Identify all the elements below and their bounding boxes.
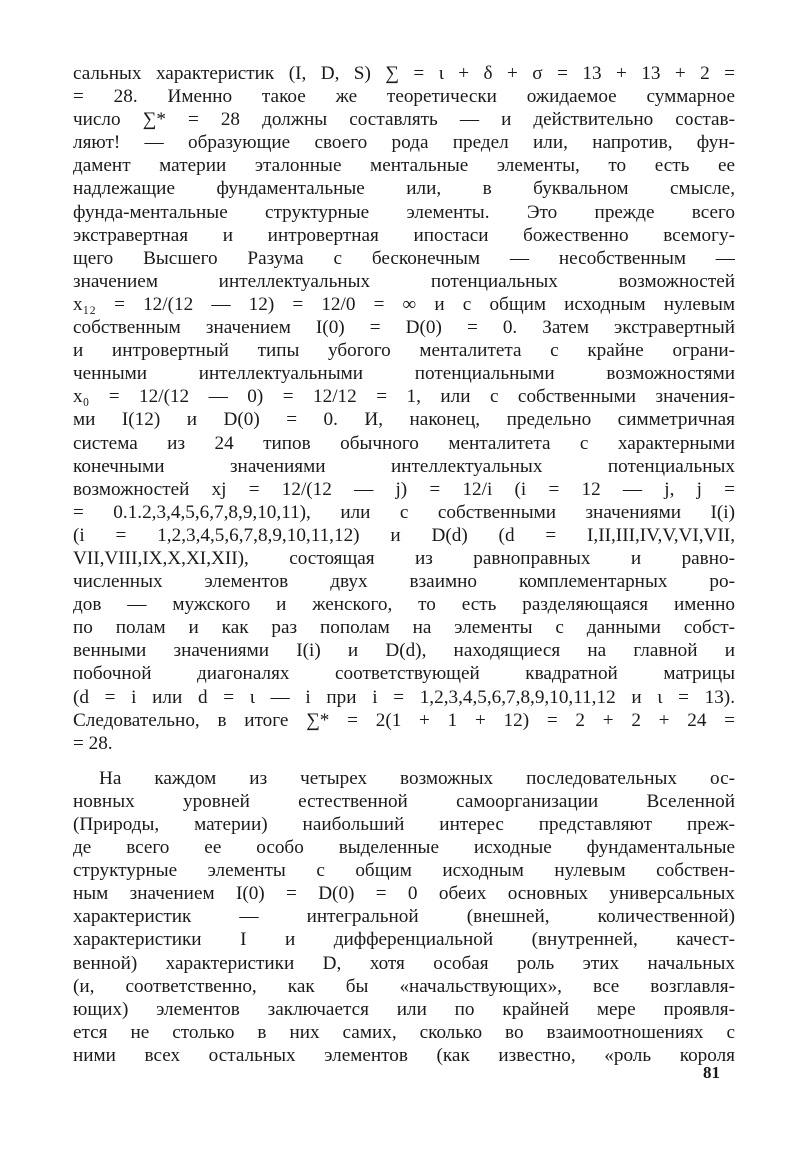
text-line: венной) характеристики D, хотя особая роль этих начальных — [73, 952, 735, 974]
text-line: ется не столько в них самих, сколько во взаимоотношениях с — [73, 1021, 735, 1043]
text-line: (d = i или d = ι — i при i = 1,2,3,4,5,6,7,8,9,10,11,12 и ι = 13). — [73, 686, 735, 708]
text-line: число ∑* = 28 должны составлять — и действительно состав- — [73, 109, 735, 131]
text-line: по полам и как раз пополам на элементы с данными собст- — [73, 617, 735, 639]
paragraph-gap — [73, 755, 735, 767]
text-line: ляют! — образующие своего рода предел или, напротив, фун- — [73, 132, 735, 154]
page-number: 81 — [703, 1063, 720, 1082]
text-line: система из 24 типов обычного менталитета с характерными — [73, 432, 735, 454]
text-line: (i = 1,2,3,4,5,6,7,8,9,10,11,12) и D(d) (d = I,II,III,IV,V,VI,VII, — [73, 524, 735, 546]
text-line: x₀ = 12/(12 — 0) = 12/12 = 1, или с собственными значения- — [73, 386, 735, 408]
text-line: численных элементов двух взаимно комплементарных ро- — [73, 571, 735, 593]
text-line: де всего ее особо выделенные исходные фундаментальные — [73, 837, 735, 859]
text-line: новных уровней естественной самоорганизации Вселенной — [73, 790, 735, 812]
text-line: сальных характеристик (I, D, S) ∑ = ι + δ + σ = 13 + 13 + 2 = — [73, 63, 735, 84]
text-line: (Природы, материи) наибольший интерес представляют преж- — [73, 814, 735, 835]
text-line: = 28. Именно такое же теоретически ожидаемое суммарное — [73, 86, 735, 108]
text-line: ними всех остальных элементов (как известно, «роль короля — [73, 1044, 735, 1066]
paragraph-2 — [73, 767, 735, 1067]
text-line: = 28. — [73, 732, 113, 754]
text-line: ченными интеллектуальными потенциальными возможностями — [73, 363, 735, 385]
text-line: надлежащие фундаментальные или, в буквальном смысле, — [73, 178, 735, 200]
text-line: собственным значением I(0) = D(0) = 0. Затем экстравертный — [73, 317, 735, 339]
text-line: характеристики I и дифференциальной (внутренней, качест- — [73, 929, 735, 951]
text-line: щего Высшего Разума с бесконечным — несобственным — — [73, 247, 735, 269]
text-line: дов — мужского и женского, то есть разделяющаяся именно — [73, 594, 735, 616]
text-line: возможностей xj = 12/(12 — j) = 12/i (i = 12 — j, j = — [73, 478, 735, 500]
text-line: экстравертная и интровертная ипостаси божественно всемогу- — [73, 224, 735, 246]
text-line: дамент материи эталонные ментальные элементы, то есть ее — [73, 155, 735, 177]
text-line: конечными значениями интеллектуальных потенциальных — [73, 455, 735, 477]
text-line: VII,VIII,IX,X,XI,XII), состоящая из равноправных и равно- — [73, 547, 735, 569]
text-line: венными значениями I(i) и D(d), находящиеся на главной и — [73, 640, 735, 662]
text-line: структурные элементы с общим исходным нулевым собствен- — [73, 860, 735, 882]
text-line: значением интеллектуальных потенциальных возможностей — [73, 270, 735, 292]
text-line: фунда-ментальные структурные элементы. Это прежде всего — [73, 201, 735, 223]
text-line: = 0.1.2,3,4,5,6,7,8,9,10,11), или с собственными значениями I(i) — [73, 501, 735, 523]
text-line: (и, соответственно, как бы «начальствующих», все возглавля- — [73, 975, 735, 997]
text-line: ми I(12) и D(0) = 0. И, наконец, предельно симметричная — [73, 409, 735, 431]
paragraph-1 — [73, 62, 735, 755]
text-line: На каждом из четырех возможных последовательных ос- — [99, 767, 735, 789]
text-line: и интровертный типы убогого менталитета с крайне ограни- — [73, 340, 735, 362]
text-line: побочной диагоналях соответствующей квадратной матрицы — [73, 663, 735, 685]
text-line: ющих) элементов заключается или по крайней мере проявля- — [73, 998, 735, 1020]
page-body — [73, 62, 735, 1067]
text-line: ным значением I(0) = D(0) = 0 обеих основных универсальных — [73, 883, 735, 905]
text-line: характеристик — интегральной (внешней, количественной) — [73, 906, 735, 928]
text-line: Следовательно, в итоге ∑* = 2(1 + 1 + 12) = 2 + 2 + 24 = — [73, 709, 735, 731]
text-line: x₁₂ = 12/(12 — 12) = 12/0 = ∞ и с общим исходным нулевым — [73, 293, 735, 315]
